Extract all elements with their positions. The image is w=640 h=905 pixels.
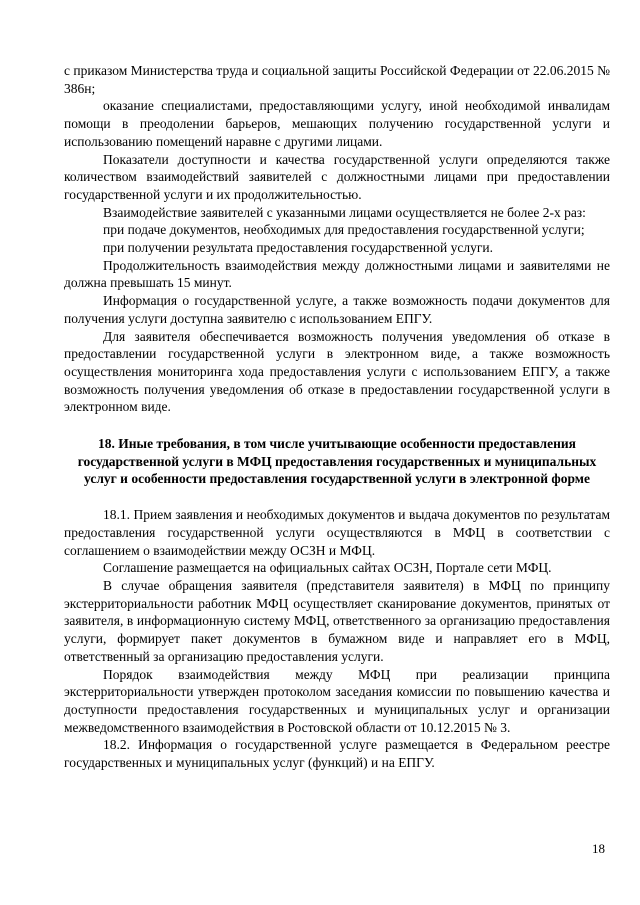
paragraph: 18.2. Информация о государственной услуге размещается в Федеральном реестре государственных и муниципальных услуг (функций) и на ЕПГУ. bbox=[64, 737, 610, 771]
paragraph: Взаимодействие заявителей с указанными лицами осуществляется не более 2-х раз: bbox=[103, 204, 586, 220]
paragraphs-top bbox=[64, 62, 610, 416]
paragraph: Продолжительность взаимодействия между должностными лицами и заявителями не должна превышать 15 минут. bbox=[64, 257, 610, 291]
paragraphs-bottom bbox=[64, 506, 610, 772]
page-content bbox=[64, 62, 610, 772]
page-number: 18 bbox=[592, 841, 605, 856]
paragraph: Порядок взаимодействия между МФЦ при реализации принципа экстерриториальности утвержден протоколом заседания комиссии по повышению качества и доступности предоставления государственных и муниципальных услуг и организации межведомственного взаимодействия в Ростовской области от 10.12.2015 № 3. bbox=[64, 666, 610, 735]
section-heading: 18. Иные требования, в том числе учитывающие особенности предоставления государственной услуги в МФЦ предоставления государственных и муниципальных услуг и особенности предоставления государственной услуги в электронной форме bbox=[77, 436, 597, 487]
paragraph: Показатели доступности и качества государственной услуги определяются также количеством взаимодействий заявителей с должностными лицами при предоставлении государственной услуги и их продолжительностью. bbox=[64, 151, 610, 202]
paragraph: оказание специалистами, предоставляющими услугу, иной необходимой инвалидам помощи в преодолении барьеров, мешающих получению государственной услуги и использованию помещений наравне с другими лицами. bbox=[64, 98, 610, 149]
paragraph: В случае обращения заявителя (представителя заявителя) в МФЦ по принципу экстерриториальности работник МФЦ осуществляет сканирование документов, принятых от заявителя, в информационную систему МФЦ, ответственного за организацию предоставления услуги, формирует пакет документов в бумажном виде и направляет его в МФЦ, ответственный за организацию предоставления услуги. bbox=[64, 577, 610, 664]
paragraph: Соглашение размещается на официальных сайтах ОСЗН, Портале сети МФЦ. bbox=[103, 560, 552, 576]
paragraph: при получении результата предоставления государственной услуги. bbox=[103, 240, 494, 256]
paragraph: 18.1. Прием заявления и необходимых документов и выдача документов по результатам предоставления государственной услуги осуществляются в МФЦ в соответствии с соглашением о взаимодействии между ОСЗН и МФЦ. bbox=[64, 507, 610, 558]
paragraph: с приказом Министерства труда и социальной защиты Российской Федерации от 22.06.2015 № 386н; bbox=[64, 63, 610, 96]
paragraph: при подаче документов, необходимых для предоставления государственной услуги; bbox=[103, 222, 585, 238]
paragraph: Информация о государственной услуге, а также возможность подачи документов для получения услуги доступна заявителю с использованием ЕПГУ. bbox=[64, 293, 610, 326]
paragraph: Для заявителя обеспечивается возможность получения уведомления об отказе в предоставлении государственной услуги в электронном виде, а также возможность осуществления мониторинга хода предоставления услуги с использованием ЕПГУ, а также возможность получения уведомления об отказе в предоставлении государственной услуги в электронном виде. bbox=[64, 328, 610, 415]
